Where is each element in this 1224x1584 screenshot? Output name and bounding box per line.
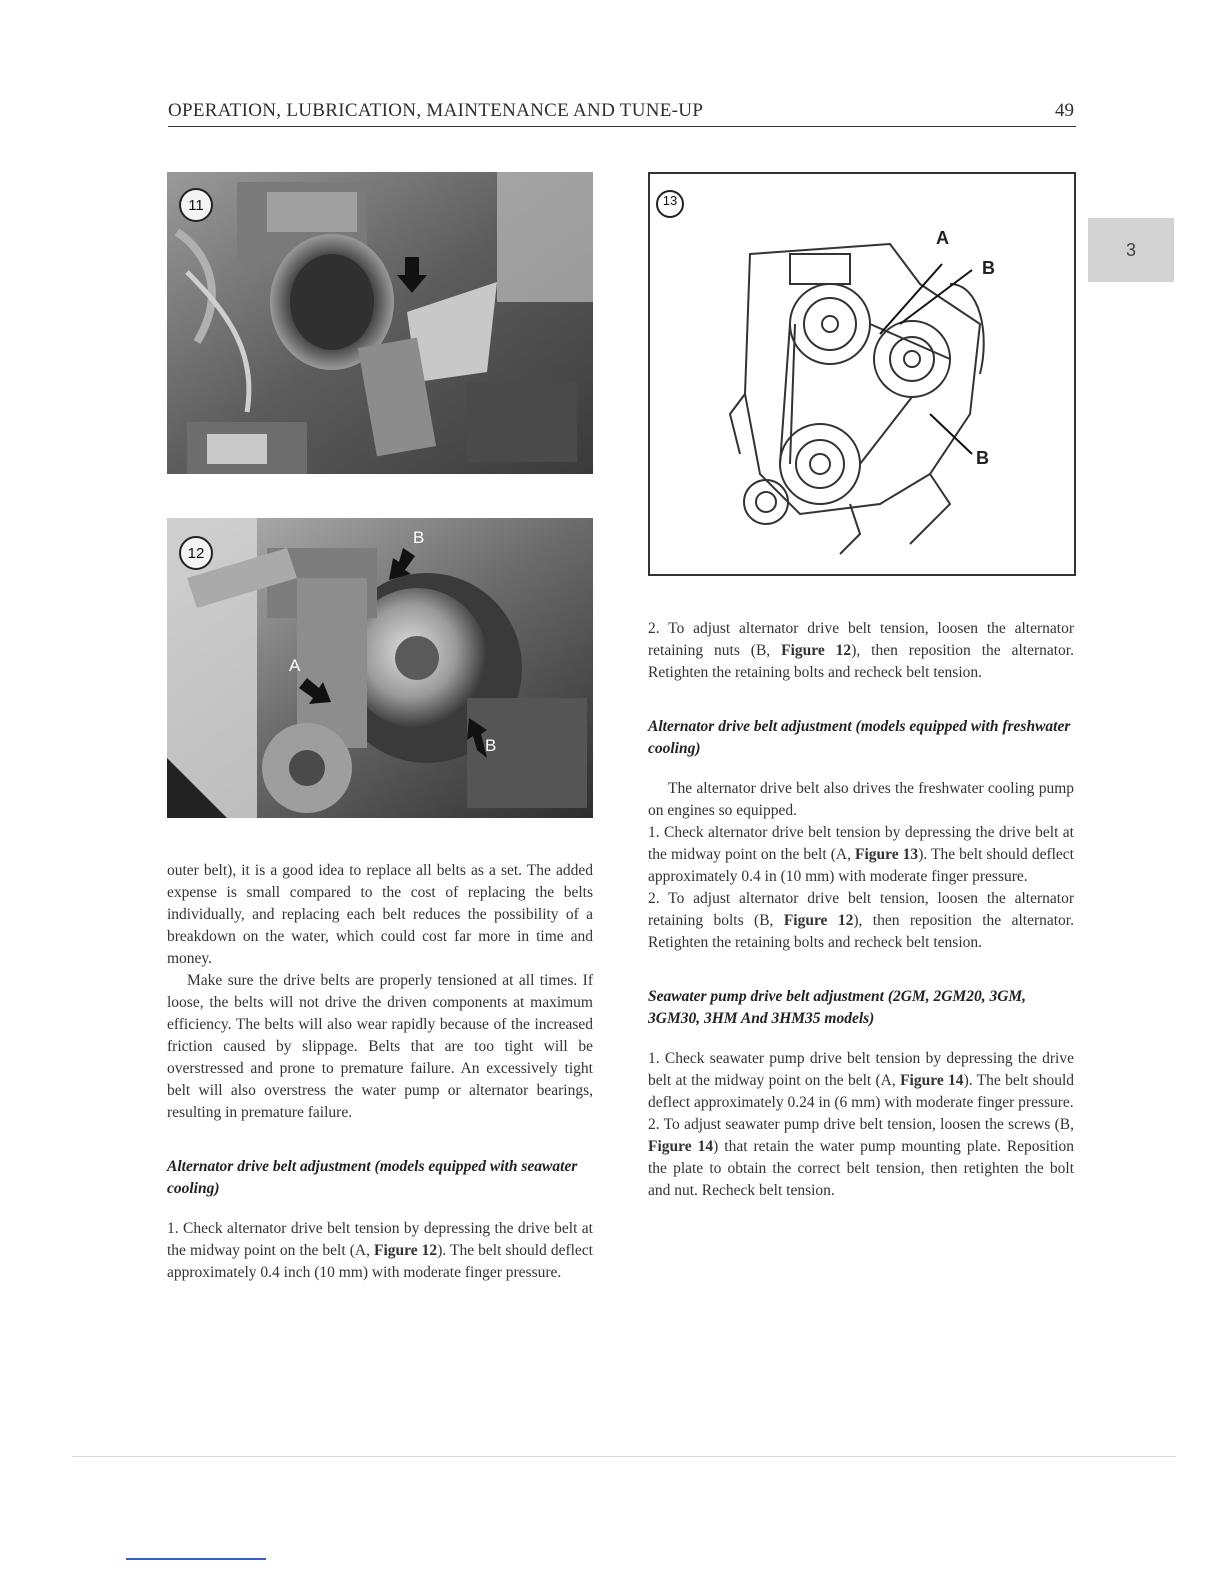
step-2-text-b: ), then reposition the alternator. Retighten the retaining bolts and recheck belt tension.	[648, 642, 1074, 681]
figure-12-label-a: A	[289, 656, 301, 675]
sw-step-1-text-b: ). The belt should deflect approximately 0.24 in (6 mm) with moderate finger pressure.	[648, 1072, 1075, 1111]
step-2-text-a: 2. To adjust alternator drive belt tension, loosen the alternator retaining nuts (B,	[648, 620, 1074, 659]
paragraph-continuation: outer belt), it is a good idea to replace all belts as a set. The added expense is small compared to the cost of replacing the belts individually, and replacing each belt reduces the possibility of a breakdown on the water, which could cost far more in time and money.	[167, 862, 593, 967]
step-1-freshwater	[648, 822, 1074, 888]
fw-step-1-text-a: 1. Check alternator drive belt tension by depressing the drive belt at the midway point on the belt (A,	[648, 824, 1074, 863]
heading-seawater-pump: Seawater pump drive belt adjustment (2GM, 2GM20, 3GM, 3GM30, 3HM And 3HM35 models)	[648, 988, 1027, 1027]
figure-13-diagram	[648, 172, 1076, 576]
figure-12-badge: 12	[179, 536, 213, 570]
footer-rule	[72, 1456, 1176, 1457]
page-header	[168, 100, 1076, 127]
sw-step-2-figure-ref: Figure 14	[648, 1138, 714, 1155]
figure-11-badge: 11	[179, 188, 213, 222]
figure-12-engine-illustration	[167, 518, 593, 818]
section-title: OPERATION, LUBRICATION, MAINTENANCE AND TUNE-UP	[168, 100, 704, 121]
right-column	[648, 618, 1074, 1202]
heading-seawater-cooling: Alternator drive belt adjustment (models equipped with seawater cooling)	[167, 1158, 578, 1197]
step-1-figure-ref: Figure 12	[374, 1242, 438, 1259]
paragraph-belt-tension: Make sure the drive belts are properly tensioned at all times. If loose, the belts will not drive the driven components at maximum efficiency. The belts will also wear rapidly because of the increased friction caused by slippage. Belts that are too tight will be overstressed and prone to premature failure. An excessively tight belt will also overstress the water pump or alternator bearings, resulting in premature failure.	[167, 972, 593, 1121]
step-2-seawater-pump	[648, 1114, 1074, 1202]
figure-13-badge: 13	[662, 193, 678, 208]
fw-step-2-text-b: ), then reposition the alternator. Retighten the retaining bolts and recheck belt tension.	[648, 912, 1074, 951]
step-1-seawater	[167, 1218, 593, 1284]
figure-13-label-b-top: B	[982, 258, 995, 278]
figure-13-label-b-bottom: B	[976, 448, 989, 468]
sw-step-1-figure-ref: Figure 14	[900, 1072, 964, 1089]
freshwater-intro: The alternator drive belt also drives the freshwater cooling pump on engines so equipped.	[648, 780, 1074, 819]
step-2-freshwater	[648, 888, 1074, 954]
step-1-seawater-pump	[648, 1048, 1074, 1114]
step-1-text-a: 1. Check alternator drive belt tension by depressing the drive belt at the midway point on the belt (A,	[167, 1220, 593, 1259]
heading-freshwater-cooling: Alternator drive belt adjustment (models equipped with freshwater cooling)	[648, 718, 1071, 757]
page-number: 49	[1055, 100, 1074, 121]
fw-step-1-figure-ref: Figure 13	[855, 846, 919, 863]
figure-12-label-b-top: B	[413, 528, 425, 547]
step-2-nuts	[648, 618, 1074, 684]
figure-13-belt-diagram	[650, 174, 1074, 574]
left-column	[167, 860, 593, 1284]
step-2-figure-ref: Figure 12	[781, 642, 852, 659]
step-1-text-b: ). The belt should deflect approximately 0.4 inch (10 mm) with moderate finger pressure.	[167, 1242, 593, 1281]
blue-rule	[126, 1558, 266, 1560]
chapter-tab: 3	[1088, 218, 1174, 282]
figure-12-label-b-bottom: B	[485, 736, 497, 755]
sw-step-2-text-b: ) that retain the water pump mounting plate. Reposition the plate to obtain the correct belt tension, then retighten the bolt and nut. Recheck belt tension.	[648, 1138, 1075, 1199]
figure-12-photo	[167, 518, 593, 818]
sw-step-2-text-a: 2. To adjust seawater pump drive belt tension, loosen the screws (B,	[648, 1116, 1074, 1133]
sw-step-1-text-a: 1. Check seawater pump drive belt tension by depressing the drive belt at the midway point on the belt (A,	[648, 1050, 1074, 1089]
fw-step-2-figure-ref: Figure 12	[783, 912, 854, 929]
figure-11-engine-illustration	[167, 172, 593, 474]
fw-step-2-text-a: 2. To adjust alternator drive belt tension, loosen the alternator retaining bolts (B,	[648, 890, 1074, 929]
figure-11-photo	[167, 172, 593, 474]
figure-13-label-a: A	[936, 228, 949, 248]
fw-step-1-text-b: ). The belt should deflect approximately 0.4 in (10 mm) with moderate finger pressure.	[648, 846, 1074, 885]
